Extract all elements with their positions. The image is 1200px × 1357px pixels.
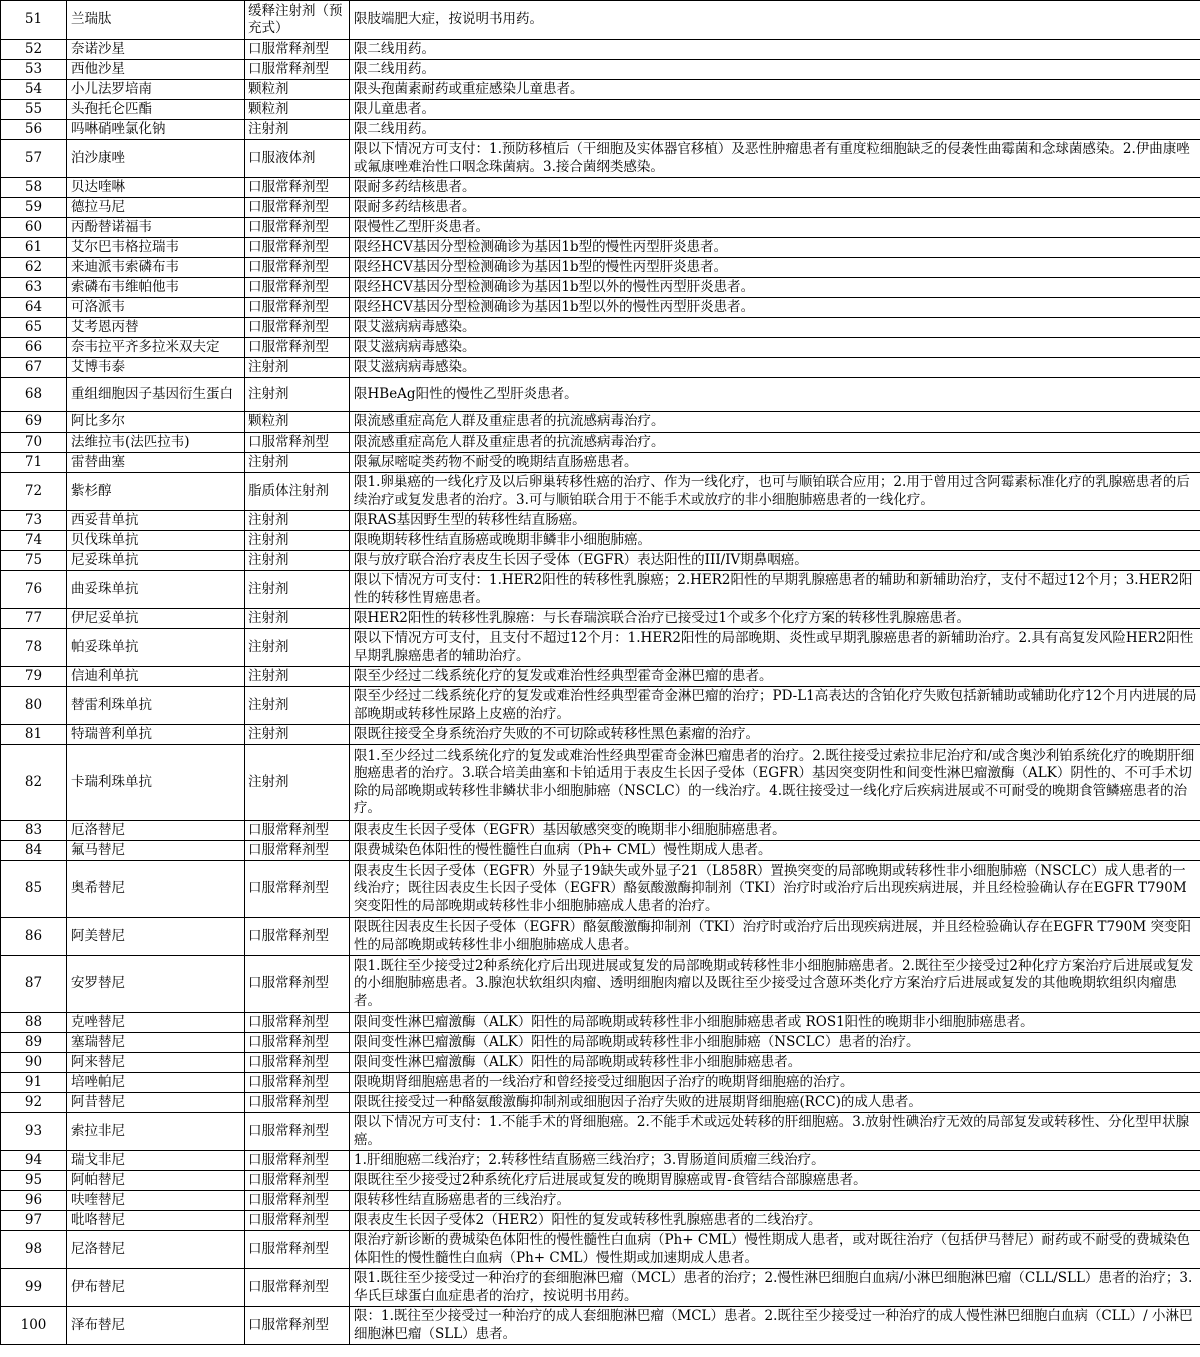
drug-name: 信迪利单抗	[67, 667, 245, 687]
dosage-form: 口服常释剂型	[245, 1033, 350, 1053]
payment-restriction: 限肢端肥大症，按说明书用药。	[350, 1, 1200, 40]
payment-restriction: 限间变性淋巴瘤激酶（ALK）阳性的局部晚期或转移性非小细胞肺癌患者或 ROS1阳性的晚期非小细胞肺癌患者。	[350, 1013, 1200, 1033]
drug-name: 阿昔替尼	[67, 1093, 245, 1113]
drug-name: 索磷布韦维帕他韦	[67, 278, 245, 298]
row-number: 90	[1, 1053, 67, 1073]
dosage-form: 颗粒剂	[245, 100, 350, 120]
row-number: 84	[1, 841, 67, 861]
table-row	[1, 745, 1200, 821]
table-row	[1, 841, 1200, 861]
row-number: 67	[1, 358, 67, 378]
drug-name: 阿来替尼	[67, 1053, 245, 1073]
row-number: 54	[1, 80, 67, 100]
drug-name: 雷替曲塞	[67, 453, 245, 473]
dosage-form: 口服常释剂型	[245, 40, 350, 60]
table-row	[1, 298, 1200, 318]
payment-restriction: 限表皮生长因子受体2（HER2）阳性的复发或转移性乳腺癌患者的二线治疗。	[350, 1211, 1200, 1231]
table-row	[1, 178, 1200, 198]
row-number: 63	[1, 278, 67, 298]
table-row	[1, 80, 1200, 100]
payment-restriction: 限晚期肾细胞癌患者的一线治疗和曾经接受过细胞因子治疗的晚期肾细胞癌的治疗。	[350, 1073, 1200, 1093]
payment-restriction: 限慢性乙型肝炎患者。	[350, 218, 1200, 238]
row-number: 66	[1, 338, 67, 358]
dosage-form: 口服常释剂型	[245, 1269, 350, 1307]
row-number: 59	[1, 198, 67, 218]
drug-name: 艾尔巴韦格拉瑞韦	[67, 238, 245, 258]
payment-restriction: 限既往因表皮生长因子受体（EGFR）酪氨酸激酶抑制剂（TKI）治疗时或治疗后出现疾病进展，并且经检验确认存在EGFR T790M 突变阳性的局部晚期或转移性非小细胞肺癌成人患者。	[350, 918, 1200, 956]
table-row	[1, 218, 1200, 238]
dosage-form: 注射剂	[245, 378, 350, 412]
drug-name: 培唑帕尼	[67, 1073, 245, 1093]
dosage-form: 注射剂	[245, 687, 350, 725]
drug-name: 阿比多尔	[67, 412, 245, 433]
dosage-form: 注射剂	[245, 551, 350, 571]
table-row	[1, 725, 1200, 745]
row-number: 72	[1, 473, 67, 511]
dosage-form: 口服常释剂型	[245, 60, 350, 80]
payment-restriction: 限治疗新诊断的费城染色体阳性的慢性髓性白血病（Ph+ CML）慢性期成人患者，或对既往治疗（包括伊马替尼）耐药或不耐受的费城染色体阳性的慢性髓性白血病（Ph+ CML）慢性期或加速期成人患者。	[350, 1231, 1200, 1269]
dosage-form: 注射剂	[245, 629, 350, 667]
payment-restriction: 限以下情况方可支付：1.HER2阳性的转移性乳腺癌；2.HER2阳性的早期乳腺癌患者的辅助和新辅助治疗，支付不超过12个月；3.HER2阳性的转移性胃癌患者。	[350, 571, 1200, 609]
table-row	[1, 1191, 1200, 1211]
payment-restriction: 限HER2阳性的转移性乳腺癌：与长春瑞滨联合治疗已接受过1个或多个化疗方案的转移性乳腺癌患者。	[350, 609, 1200, 629]
table-row	[1, 473, 1200, 511]
table-row	[1, 433, 1200, 453]
drug-name: 紫杉醇	[67, 473, 245, 511]
row-number: 53	[1, 60, 67, 80]
payment-restriction: 限耐多药结核患者。	[350, 178, 1200, 198]
table-row	[1, 358, 1200, 378]
payment-restriction: 限以下情况方可支付，且支付不超过12个月：1.HER2阳性的局部晚期、炎性或早期乳腺癌患者的新辅助治疗。2.具有高复发风险HER2阳性早期乳腺癌患者的辅助治疗。	[350, 629, 1200, 667]
row-number: 79	[1, 667, 67, 687]
table-row	[1, 1013, 1200, 1033]
dosage-form: 注射剂	[245, 358, 350, 378]
row-number: 75	[1, 551, 67, 571]
dosage-form: 口服常释剂型	[245, 1171, 350, 1191]
dosage-form: 注射剂	[245, 725, 350, 745]
dosage-form: 口服常释剂型	[245, 1307, 350, 1345]
payment-restriction: 限表皮生长因子受体（EGFR）基因敏感突变的晚期非小细胞肺癌患者。	[350, 821, 1200, 841]
dosage-form: 口服常释剂型	[245, 1191, 350, 1211]
payment-restriction: 限艾滋病病毒感染。	[350, 338, 1200, 358]
table-row	[1, 140, 1200, 178]
payment-restriction: 限间变性淋巴瘤激酶（ALK）阳性的局部晚期或转移性非小细胞肺癌（NSCLC）患者的治疗。	[350, 1033, 1200, 1053]
drug-name: 艾博韦泰	[67, 358, 245, 378]
drug-name: 小儿法罗培南	[67, 80, 245, 100]
drug-name: 伊尼妥单抗	[67, 609, 245, 629]
payment-restriction: 限经HCV基因分型检测确诊为基因1b型以外的慢性丙型肝炎患者。	[350, 298, 1200, 318]
drug-name: 曲妥珠单抗	[67, 571, 245, 609]
table-row	[1, 918, 1200, 956]
table-row	[1, 956, 1200, 1013]
drug-name: 阿帕替尼	[67, 1171, 245, 1191]
drug-name: 德拉马尼	[67, 198, 245, 218]
table-row	[1, 609, 1200, 629]
payment-restriction: 限艾滋病病毒感染。	[350, 358, 1200, 378]
payment-restriction: 限二线用药。	[350, 60, 1200, 80]
row-number: 61	[1, 238, 67, 258]
table-row	[1, 238, 1200, 258]
row-number: 57	[1, 140, 67, 178]
drug-name: 兰瑞肽	[67, 1, 245, 40]
drug-name: 奈诺沙星	[67, 40, 245, 60]
table-row	[1, 1073, 1200, 1093]
dosage-form: 口服常释剂型	[245, 918, 350, 956]
drug-name: 阿美替尼	[67, 918, 245, 956]
payment-restriction: 限经HCV基因分型检测确诊为基因1b型以外的慢性丙型肝炎患者。	[350, 278, 1200, 298]
table-row	[1, 1093, 1200, 1113]
table-row	[1, 60, 1200, 80]
drug-list-body	[1, 1, 1200, 1345]
row-number: 78	[1, 629, 67, 667]
dosage-form: 口服常释剂型	[245, 318, 350, 338]
table-row	[1, 40, 1200, 60]
table-row	[1, 687, 1200, 725]
drug-name: 头孢托仑匹酯	[67, 100, 245, 120]
drug-name: 克唑替尼	[67, 1013, 245, 1033]
drug-name: 贝达喹啉	[67, 178, 245, 198]
table-row	[1, 531, 1200, 551]
drug-name: 丙酚替诺福韦	[67, 218, 245, 238]
payment-restriction: 限既往接受全身系统治疗失败的不可切除或转移性黑色素瘤的治疗。	[350, 725, 1200, 745]
dosage-form: 口服常释剂型	[245, 238, 350, 258]
table-row	[1, 1151, 1200, 1171]
payment-restriction: 限经HCV基因分型检测确诊为基因1b型的慢性丙型肝炎患者。	[350, 258, 1200, 278]
table-row	[1, 667, 1200, 687]
row-number: 86	[1, 918, 67, 956]
dosage-form: 口服常释剂型	[245, 258, 350, 278]
payment-restriction: 限1.至少经过二线系统化疗的复发或难治性经典型霍奇金淋巴瘤患者的治疗。2.既往接受过索拉非尼治疗和/或含奥沙利铂系统化疗的晚期肝细胞癌患者的治疗。3.联合培美曲塞和卡铂适用于表皮生长因子受体（EGFR）基因突变阴性和间变性淋巴瘤激酶（ALK）阴性的、不可手术切除的局部晚期或转移性非鳞状非小细胞肺癌（NSCLC）的一线治疗。4.既往接受过一线化疗后疾病进展或不可耐受的晚期食管鳞癌患者的治疗。	[350, 745, 1200, 821]
row-number: 62	[1, 258, 67, 278]
row-number: 52	[1, 40, 67, 60]
drug-name: 厄洛替尼	[67, 821, 245, 841]
row-number: 99	[1, 1269, 67, 1307]
drug-name: 索拉非尼	[67, 1113, 245, 1151]
table-row	[1, 551, 1200, 571]
payment-restriction: 限儿童患者。	[350, 100, 1200, 120]
row-number: 76	[1, 571, 67, 609]
dosage-form: 口服常释剂型	[245, 1053, 350, 1073]
payment-restriction: 限费城染色体阳性的慢性髓性白血病（Ph+ CML）慢性期成人患者。	[350, 841, 1200, 861]
payment-restriction: 限既往接受过一种酪氨酸激酶抑制剂或细胞因子治疗失败的进展期肾细胞癌(RCC)的成人患者。	[350, 1093, 1200, 1113]
drug-name: 法维拉韦(法匹拉韦)	[67, 433, 245, 453]
row-number: 58	[1, 178, 67, 198]
row-number: 68	[1, 378, 67, 412]
row-number: 74	[1, 531, 67, 551]
dosage-form: 颗粒剂	[245, 412, 350, 433]
dosage-form: 口服常释剂型	[245, 1231, 350, 1269]
dosage-form: 注射剂	[245, 667, 350, 687]
payment-restriction: 限晚期转移性结直肠癌或晚期非鳞非小细胞肺癌。	[350, 531, 1200, 551]
drug-name: 泽布替尼	[67, 1307, 245, 1345]
drug-name: 呋喹替尼	[67, 1191, 245, 1211]
dosage-form: 缓释注射剂（预充式）	[245, 1, 350, 40]
row-number: 51	[1, 1, 67, 40]
dosage-form: 注射剂	[245, 609, 350, 629]
drug-name: 艾考恩丙替	[67, 318, 245, 338]
payment-restriction: 限以下情况方可支付：1.不能手术的肾细胞癌。2.不能手术或远处转移的肝细胞癌。3.放射性碘治疗无效的局部复发或转移性、分化型甲状腺癌。	[350, 1113, 1200, 1151]
payment-restriction: 限与放疗联合治疗表皮生长因子受体（EGFR）表达阳性的III/IV期鼻咽癌。	[350, 551, 1200, 571]
drug-name: 吡咯替尼	[67, 1211, 245, 1231]
drug-name: 卡瑞利珠单抗	[67, 745, 245, 821]
row-number: 97	[1, 1211, 67, 1231]
dosage-form: 注射剂	[245, 120, 350, 140]
dosage-form: 注射剂	[245, 453, 350, 473]
row-number: 73	[1, 511, 67, 531]
drug-name: 安罗替尼	[67, 956, 245, 1013]
row-number: 56	[1, 120, 67, 140]
table-row	[1, 861, 1200, 918]
payment-restriction: 限流感重症高危人群及重症患者的抗流感病毒治疗。	[350, 412, 1200, 433]
row-number: 82	[1, 745, 67, 821]
table-row	[1, 120, 1200, 140]
dosage-form: 口服常释剂型	[245, 1013, 350, 1033]
row-number: 88	[1, 1013, 67, 1033]
payment-restriction: 限HBeAg阳性的慢性乙型肝炎患者。	[350, 378, 1200, 412]
drug-name: 氟马替尼	[67, 841, 245, 861]
drug-name: 西他沙星	[67, 60, 245, 80]
payment-restriction: 限：1.既往至少接受过一种治疗的成人套细胞淋巴瘤（MCL）患者。2.既往至少接受过一种治疗的成人慢性淋巴细胞白血病（CLL）/ 小淋巴细胞淋巴瘤（SLL）患者。	[350, 1307, 1200, 1345]
row-number: 87	[1, 956, 67, 1013]
drug-name: 奥希替尼	[67, 861, 245, 918]
row-number: 81	[1, 725, 67, 745]
table-row	[1, 318, 1200, 338]
payment-restriction: 限转移性结直肠癌患者的三线治疗。	[350, 1191, 1200, 1211]
table-row	[1, 1053, 1200, 1073]
dosage-form: 口服常释剂型	[245, 433, 350, 453]
dosage-form: 口服常释剂型	[245, 1073, 350, 1093]
drug-name: 特瑞普利单抗	[67, 725, 245, 745]
row-number: 100	[1, 1307, 67, 1345]
payment-restriction: 限1.卵巢癌的一线化疗及以后卵巢转移性癌的治疗、作为一线化疗，也可与顺铂联合应用；2.用于曾用过含阿霉素标准化疗的乳腺癌患者的后续治疗或复发患者的治疗。3.可与顺铂联合用于不能手术或放疗的非小细胞肺癌患者的一线化疗。	[350, 473, 1200, 511]
drug-name: 塞瑞替尼	[67, 1033, 245, 1053]
table-row	[1, 1, 1200, 40]
row-number: 83	[1, 821, 67, 841]
drug-name: 尼洛替尼	[67, 1231, 245, 1269]
table-row	[1, 198, 1200, 218]
payment-restriction: 限间变性淋巴瘤激酶（ALK）阳性的局部晚期或转移性非小细胞肺癌患者。	[350, 1053, 1200, 1073]
row-number: 85	[1, 861, 67, 918]
drug-name: 替雷利珠单抗	[67, 687, 245, 725]
dosage-form: 注射剂	[245, 511, 350, 531]
table-row	[1, 821, 1200, 841]
row-number: 95	[1, 1171, 67, 1191]
dosage-form: 口服常释剂型	[245, 198, 350, 218]
payment-restriction: 限RAS基因野生型的转移性结直肠癌。	[350, 511, 1200, 531]
dosage-form: 口服常释剂型	[245, 1151, 350, 1171]
dosage-form: 口服常释剂型	[245, 278, 350, 298]
row-number: 80	[1, 687, 67, 725]
payment-restriction: 限氟尿嘧啶类药物不耐受的晚期结直肠癌患者。	[350, 453, 1200, 473]
payment-restriction: 限至少经过二线系统化疗的复发或难治性经典型霍奇金淋巴瘤的治疗；PD-L1高表达的含铂化疗失败包括新辅助或辅助化疗12个月内进展的局部晚期或转移性尿路上皮癌的治疗。	[350, 687, 1200, 725]
table-row	[1, 1211, 1200, 1231]
row-number: 94	[1, 1151, 67, 1171]
payment-restriction: 限艾滋病病毒感染。	[350, 318, 1200, 338]
row-number: 93	[1, 1113, 67, 1151]
table-row	[1, 629, 1200, 667]
row-number: 91	[1, 1073, 67, 1093]
payment-restriction: 限既往至少接受过2种系统化疗后进展或复发的晚期胃腺癌或胃-食管结合部腺癌患者。	[350, 1171, 1200, 1191]
payment-restriction: 限以下情况方可支付：1.预防移植后（干细胞及实体器官移植）及恶性肿瘤患者有重度粒细胞缺乏的侵袭性曲霉菌和念球菌感染。2.伊曲康唑或氟康唑难治性口咽念珠菌病。3.接合菌纲类感染。	[350, 140, 1200, 178]
drug-name: 帕妥珠单抗	[67, 629, 245, 667]
table-row	[1, 571, 1200, 609]
drug-name: 奈韦拉平齐多拉米双夫定	[67, 338, 245, 358]
drug-name: 重组细胞因子基因衍生蛋白	[67, 378, 245, 412]
row-number: 92	[1, 1093, 67, 1113]
payment-restriction: 限二线用药。	[350, 40, 1200, 60]
payment-restriction: 1.肝细胞癌二线治疗；2.转移性结直肠癌三线治疗；3.胃肠道间质瘤三线治疗。	[350, 1151, 1200, 1171]
row-number: 55	[1, 100, 67, 120]
payment-restriction: 限1.既往至少接受过一种治疗的套细胞淋巴瘤（MCL）患者的治疗；2.慢性淋巴细胞白血病/小淋巴细胞淋巴瘤（CLL/SLL）患者的治疗；3.华氏巨球蛋白血症患者的治疗，按说明书用药。	[350, 1269, 1200, 1307]
payment-restriction: 限头孢菌素耐药或重症感染儿童患者。	[350, 80, 1200, 100]
dosage-form: 脂质体注射剂	[245, 473, 350, 511]
dosage-form: 口服常释剂型	[245, 821, 350, 841]
dosage-form: 注射剂	[245, 571, 350, 609]
dosage-form: 注射剂	[245, 745, 350, 821]
drug-name: 可洛派韦	[67, 298, 245, 318]
dosage-form: 口服常释剂型	[245, 338, 350, 358]
payment-restriction: 限表皮生长因子受体（EGFR）外显子19缺失或外显子21（L858R）置换突变的局部晚期或转移性非小细胞肺癌（NSCLC）成人患者的一线治疗；既往因表皮生长因子受体（EGFR）酪氨酸激酶抑制剂（TKI）治疗时或治疗后出现疾病进展，并且经检验确认存在EGFR T790M 突变阳性的局部晚期或转移性非小细胞肺癌成人患者的治疗。	[350, 861, 1200, 918]
drug-name: 泊沙康唑	[67, 140, 245, 178]
payment-restriction: 限二线用药。	[350, 120, 1200, 140]
dosage-form: 口服常释剂型	[245, 956, 350, 1013]
table-row	[1, 412, 1200, 433]
payment-restriction: 限经HCV基因分型检测确诊为基因1b型的慢性丙型肝炎患者。	[350, 238, 1200, 258]
drug-name: 伊布替尼	[67, 1269, 245, 1307]
dosage-form: 口服常释剂型	[245, 841, 350, 861]
table-row	[1, 378, 1200, 412]
payment-restriction: 限流感重症高危人群及重症患者的抗流感病毒治疗。	[350, 433, 1200, 453]
drug-name: 瑞戈非尼	[67, 1151, 245, 1171]
dosage-form: 口服常释剂型	[245, 1113, 350, 1151]
payment-restriction: 限至少经过二线系统化疗的复发或难治性经典型霍奇金淋巴瘤的患者。	[350, 667, 1200, 687]
table-row	[1, 1231, 1200, 1269]
drug-name: 贝伐珠单抗	[67, 531, 245, 551]
drug-name: 尼妥珠单抗	[67, 551, 245, 571]
table-row	[1, 338, 1200, 358]
dosage-form: 口服常释剂型	[245, 1211, 350, 1231]
dosage-form: 口服常释剂型	[245, 861, 350, 918]
table-row	[1, 1269, 1200, 1307]
dosage-form: 口服常释剂型	[245, 298, 350, 318]
row-number: 98	[1, 1231, 67, 1269]
dosage-form: 注射剂	[245, 531, 350, 551]
dosage-form: 口服常释剂型	[245, 178, 350, 198]
row-number: 77	[1, 609, 67, 629]
drug-name: 西妥昔单抗	[67, 511, 245, 531]
dosage-form: 口服常释剂型	[245, 1093, 350, 1113]
row-number: 89	[1, 1033, 67, 1053]
payment-restriction: 限1.既往至少接受过2种系统化疗后出现进展或复发的局部晚期或转移性非小细胞肺癌患者。2.既往至少接受过2种化疗方案治疗后进展或复发的小细胞肺癌患者。3.腺泡状软组织肉瘤、透明细胞肉瘤以及既往至少接受过含蒽环类化疗方案治疗后进展或复发的其他晚期软组织肉瘤患者。	[350, 956, 1200, 1013]
table-row	[1, 1113, 1200, 1151]
row-number: 60	[1, 218, 67, 238]
dosage-form: 颗粒剂	[245, 80, 350, 100]
table-row	[1, 1307, 1200, 1345]
table-row	[1, 278, 1200, 298]
row-number: 69	[1, 412, 67, 433]
dosage-form: 口服液体剂	[245, 140, 350, 178]
drug-name: 来迪派韦索磷布韦	[67, 258, 245, 278]
table-row	[1, 511, 1200, 531]
table-row	[1, 453, 1200, 473]
payment-restriction: 限耐多药结核患者。	[350, 198, 1200, 218]
dosage-form: 口服常释剂型	[245, 218, 350, 238]
row-number: 96	[1, 1191, 67, 1211]
row-number: 70	[1, 433, 67, 453]
table-row	[1, 1033, 1200, 1053]
table-row	[1, 100, 1200, 120]
row-number: 64	[1, 298, 67, 318]
row-number: 71	[1, 453, 67, 473]
drug-name: 吗啉硝唑氯化钠	[67, 120, 245, 140]
row-number: 65	[1, 318, 67, 338]
table-row	[1, 1171, 1200, 1191]
table-row	[1, 258, 1200, 278]
